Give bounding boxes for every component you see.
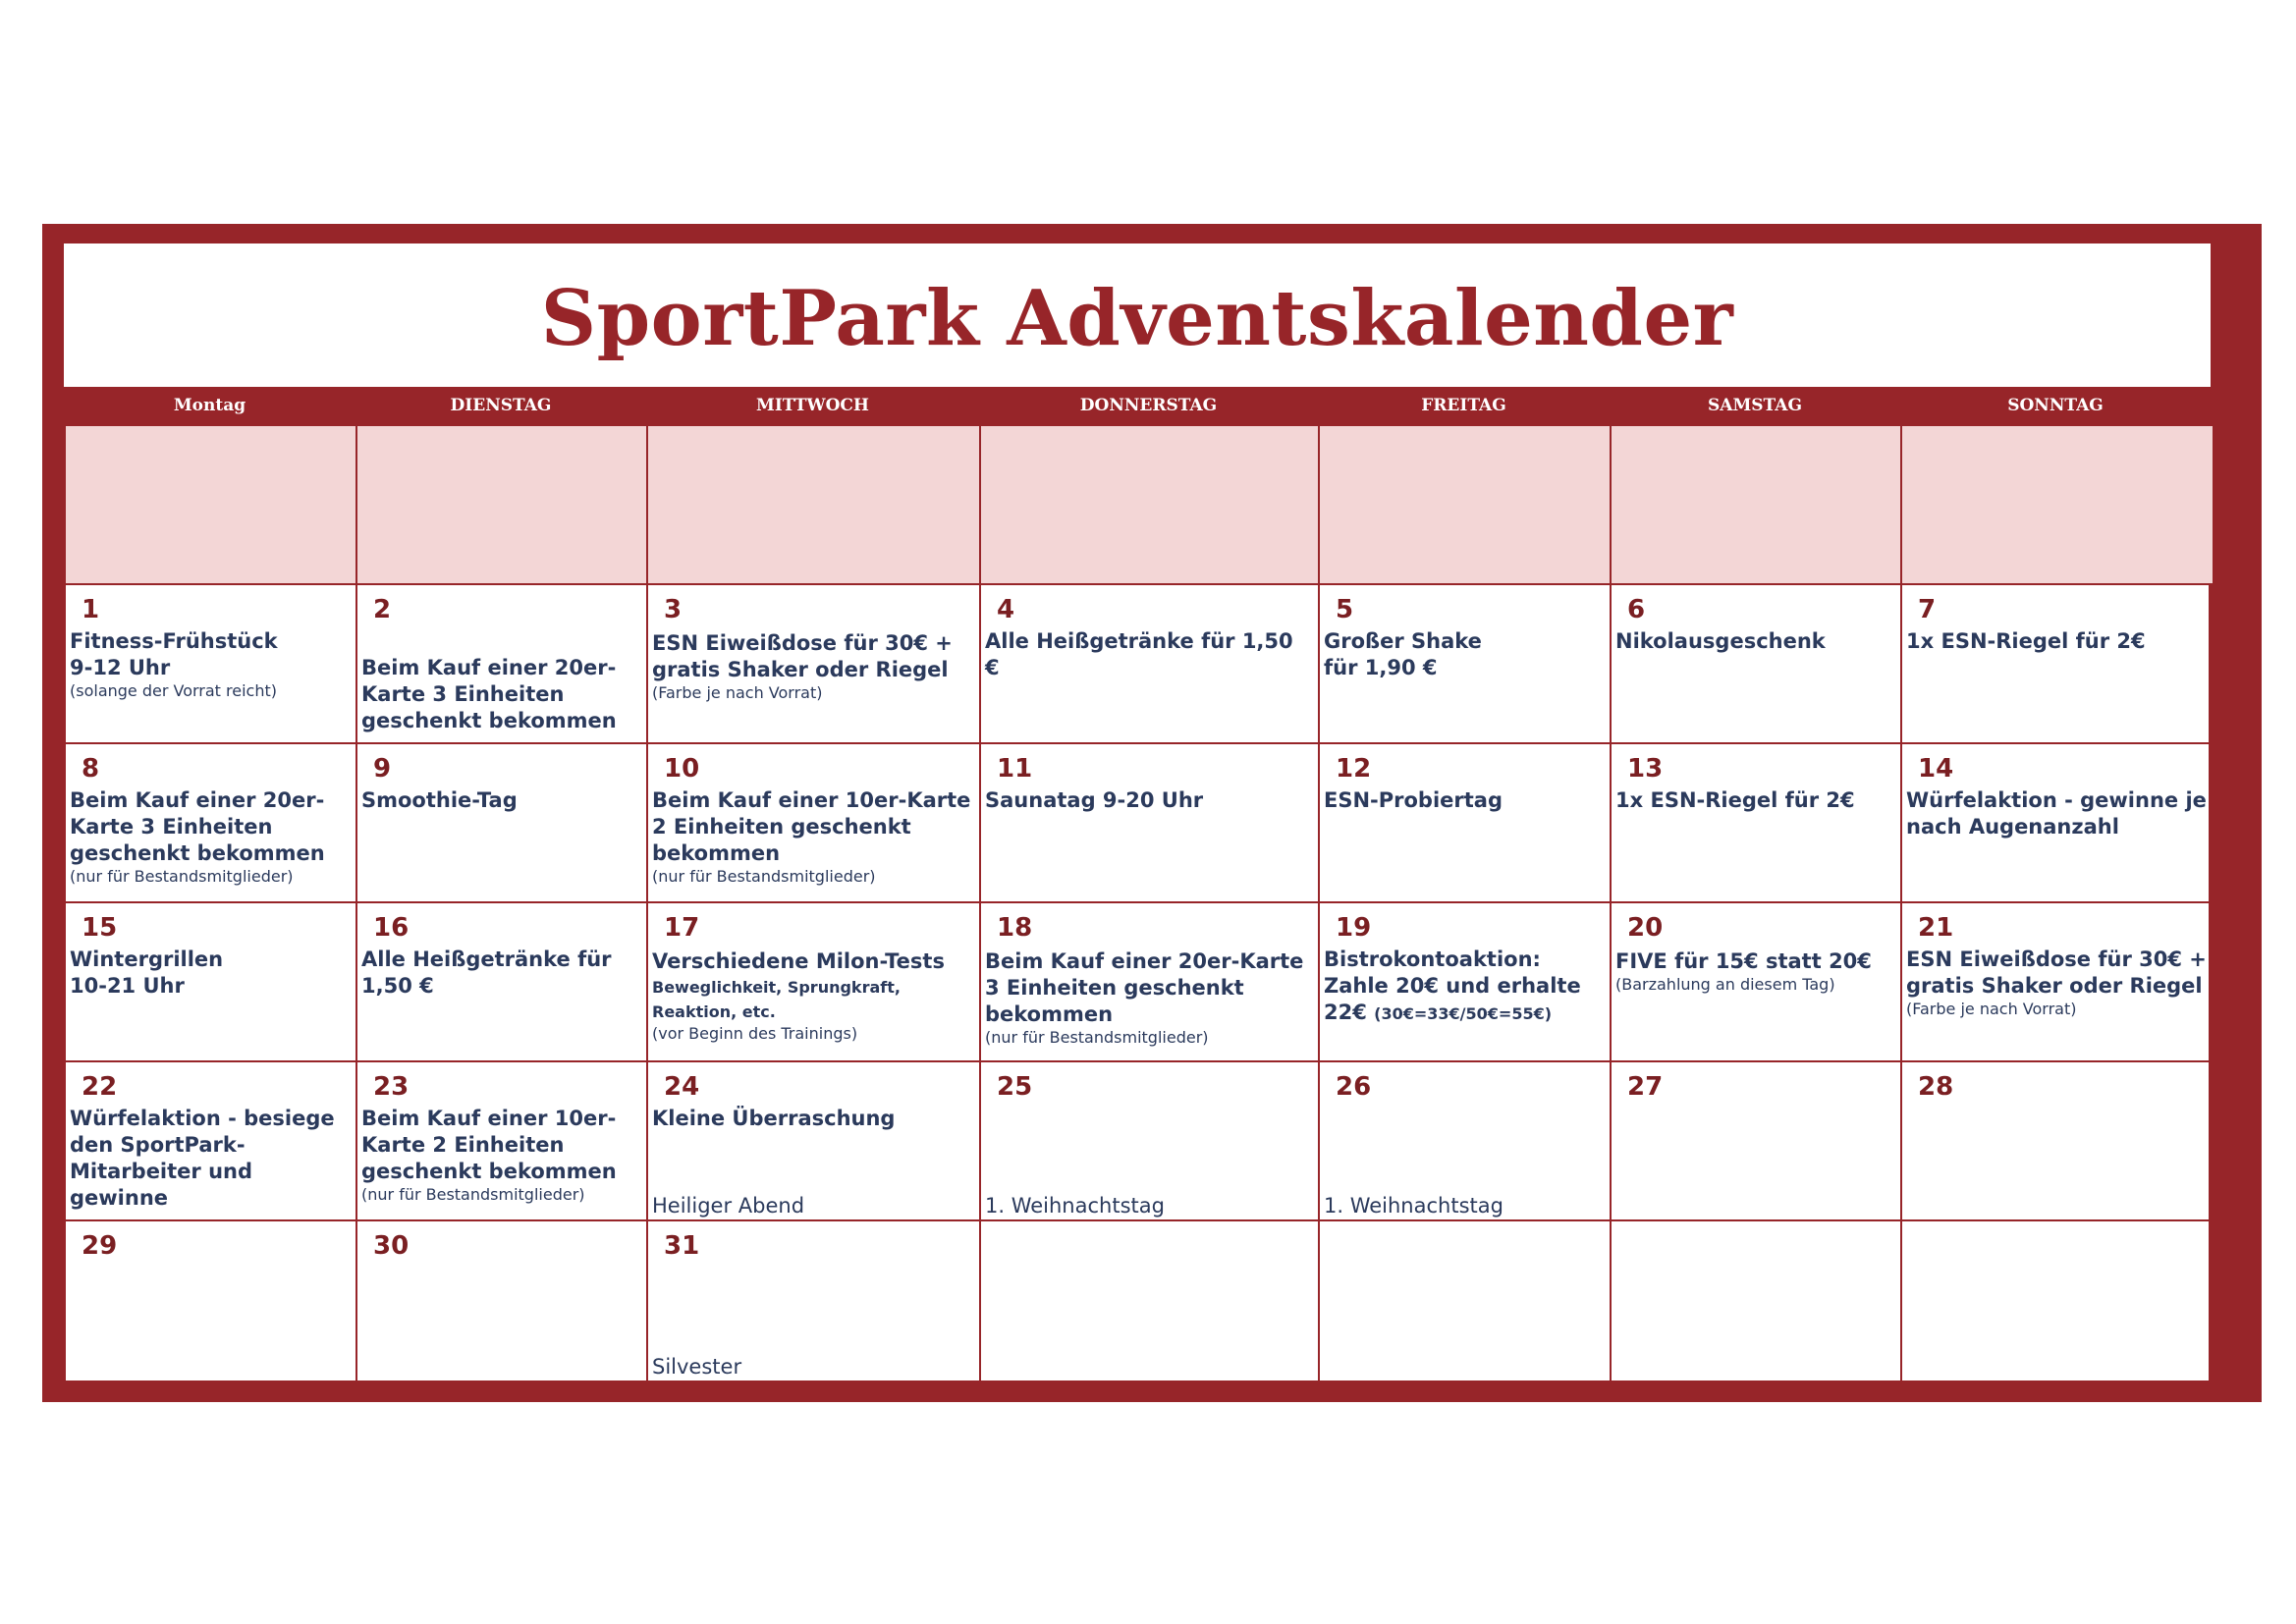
day-note: (Farbe je nach Vorrat) (1906, 1000, 2077, 1018)
weekday-wednesday: MITTWOCH (756, 396, 869, 415)
day-cell-1[interactable] (66, 585, 357, 744)
day-offer: Beim Kauf einer 20er-Karte 3 Einheiten geschenkt bekommen (70, 788, 325, 865)
day-number: 20 (1627, 913, 1664, 943)
day-cell-7[interactable] (1902, 585, 2213, 744)
day-cell-30[interactable] (357, 1221, 648, 1380)
day-note: (Barzahlung an diesem Tag) (1615, 975, 1835, 994)
blank-cell (981, 426, 1320, 585)
day-offer: ESN Eiweißdose für 30€ + gratis Shaker oder Riegel (652, 631, 953, 681)
day-offer: Würfelaktion - gewinne je nach Augenanzahl (1906, 788, 2207, 839)
offer-line (1324, 1000, 1606, 1027)
day-offer: FIVE für 15€ statt 20€ (1615, 949, 1872, 973)
blank-cell (1612, 1221, 1902, 1380)
day-cell-8[interactable] (66, 744, 357, 903)
weekday-tuesday: DIENSTAG (450, 396, 552, 415)
day-note: (Farbe je nach Vorrat) (652, 683, 823, 702)
day-note: (solange der Vorrat reicht) (70, 681, 278, 700)
day-cell-4[interactable] (981, 585, 1320, 744)
day-cell-14[interactable] (1902, 744, 2213, 903)
day-offer (1324, 947, 1606, 1027)
blank-cell (66, 426, 357, 585)
day-cell-2[interactable] (357, 585, 648, 744)
day-number: 23 (373, 1072, 410, 1102)
day-offer: ESN-Probiertag (1324, 788, 1503, 812)
day-number: 28 (1918, 1072, 1954, 1102)
weekday-friday: FREITAG (1421, 396, 1506, 415)
blank-cell (648, 426, 981, 585)
day-cell-24[interactable] (648, 1062, 981, 1221)
day-note: (vor Beginn des Trainings) (652, 1024, 858, 1043)
offer-line: Wintergrillen (70, 947, 224, 971)
day-offer: Smoothie-Tag (361, 788, 518, 812)
holiday-label: 1. Weihnachtstag (1324, 1194, 1503, 1218)
day-cell-6[interactable] (1612, 585, 1902, 744)
day-offer: 1x ESN-Riegel für 2€ (1615, 788, 1855, 812)
offer-line: Zahle 20€ und erhalte (1324, 974, 1581, 998)
day-number: 21 (1918, 913, 1954, 943)
day-offer: Beim Kauf einer 10er-Karte 2 Einheiten geschenkt bekommen (652, 788, 971, 865)
day-offer: Großer Shake für 1,90 € (1324, 629, 1482, 679)
day-cell-12[interactable] (1320, 744, 1612, 903)
day-offer (70, 628, 352, 681)
day-offer (70, 947, 352, 1000)
day-number: 12 (1336, 754, 1372, 784)
day-cell-23[interactable] (357, 1062, 648, 1221)
day-cell-22[interactable] (66, 1062, 357, 1221)
day-cell-19[interactable] (1320, 903, 1612, 1062)
day-number: 13 (1627, 754, 1664, 784)
day-number: 19 (1336, 913, 1372, 943)
day-cell-9[interactable] (357, 744, 648, 903)
day-number: 9 (373, 754, 392, 784)
weekday-thursday: DONNERSTAG (1079, 396, 1218, 415)
calendar-frame (42, 224, 2262, 1402)
day-number: 4 (997, 595, 1015, 624)
day-number: 8 (82, 754, 100, 784)
day-number: 6 (1627, 595, 1646, 624)
day-number: 1 (82, 595, 100, 624)
offer-line: Fitness-Frühstück (70, 629, 278, 653)
day-cell-13[interactable] (1612, 744, 1902, 903)
day-cell-10[interactable] (648, 744, 981, 903)
day-number: 22 (82, 1072, 118, 1102)
day-cell-3[interactable] (648, 585, 981, 744)
holiday-label: 1. Weihnachtstag (985, 1194, 1165, 1218)
offer-detail: (30€=33€/50€=55€) (1374, 1004, 1553, 1023)
day-cell-28[interactable] (1902, 1062, 2213, 1221)
title-box (64, 244, 2211, 387)
day-offer: Nikolausgeschenk (1615, 629, 1826, 653)
day-offer: Saunatag 9-20 Uhr (985, 788, 1204, 812)
day-note: (nur für Bestandsmitglieder) (985, 1028, 1209, 1047)
day-cell-16[interactable] (357, 903, 648, 1062)
day-offer: Kleine Überraschung (652, 1107, 896, 1130)
day-note: (nur für Bestandsmitglieder) (70, 867, 294, 886)
day-number: 31 (664, 1231, 700, 1261)
day-number: 11 (997, 754, 1033, 784)
blank-cell (1612, 426, 1902, 585)
day-number: 29 (82, 1231, 118, 1261)
holiday-label: Heiliger Abend (652, 1194, 805, 1218)
day-number: 10 (664, 754, 700, 784)
day-number: 25 (997, 1072, 1033, 1102)
day-number: 5 (1336, 595, 1354, 624)
day-number: 7 (1918, 595, 1937, 624)
day-cell-11[interactable] (981, 744, 1320, 903)
day-cell-5[interactable] (1320, 585, 1612, 744)
day-cell-25[interactable] (981, 1062, 1320, 1221)
weekday-monday: Montag (173, 396, 246, 415)
day-note: (nur für Bestandsmitglieder) (652, 867, 876, 886)
day-number: 16 (373, 913, 410, 943)
day-offer: Alle Heißgetränke für 1,50 € (361, 947, 612, 998)
day-note: (nur für Bestandsmitglieder) (361, 1185, 585, 1204)
day-offer: Alle Heißgetränke für 1,50 € (985, 629, 1293, 679)
day-cell-20[interactable] (1612, 903, 1902, 1062)
blank-cell (1902, 426, 2213, 585)
day-offer: ESN Eiweißdose für 30€ + gratis Shaker oder Riegel (1906, 947, 2207, 998)
day-number: 30 (373, 1231, 410, 1261)
weekday-header (64, 387, 2211, 424)
calendar-title: SportPark Adventskalender (540, 273, 1734, 363)
offer-line: 10-21 Uhr (70, 974, 185, 998)
holiday-label: Silvester (652, 1355, 742, 1379)
weekday-saturday: SAMSTAG (1708, 396, 1802, 415)
day-offer: Beim Kauf einer 10er-Karte 2 Einheiten geschenkt bekommen (361, 1107, 617, 1183)
day-number: 2 (373, 595, 392, 624)
blank-cell (1320, 1221, 1612, 1380)
day-number: 26 (1336, 1072, 1372, 1102)
blank-cell (981, 1221, 1320, 1380)
day-offer: 1x ESN-Riegel für 2€ (1906, 629, 2146, 653)
offer-amount: 22€ (1324, 1001, 1367, 1024)
day-cell-15[interactable] (66, 903, 357, 1062)
day-offer: Würfelaktion - besiege den SportPark-Mitarbeiter und gewinne (70, 1107, 335, 1210)
blank-cell (1902, 1221, 2213, 1380)
day-subnote: Beweglichkeit, Sprungkraft, Reaktion, etc. (652, 978, 901, 1021)
day-number: 15 (82, 913, 118, 943)
day-offer: Verschiedene Milon-Tests (652, 949, 945, 973)
calendar-grid (64, 424, 2211, 1382)
blank-cell (1320, 426, 1612, 585)
day-cell-29[interactable] (66, 1221, 357, 1380)
day-cell-26[interactable] (1320, 1062, 1612, 1221)
weekday-sunday: SONNTAG (2007, 396, 2104, 415)
day-number: 3 (664, 595, 683, 624)
day-cell-18[interactable] (981, 903, 1320, 1062)
day-number: 17 (664, 913, 700, 943)
blank-cell (357, 426, 648, 585)
day-cell-21[interactable] (1902, 903, 2213, 1062)
day-number: 18 (997, 913, 1033, 943)
day-cell-27[interactable] (1612, 1062, 1902, 1221)
day-cell-17[interactable] (648, 903, 981, 1062)
day-number: 24 (664, 1072, 700, 1102)
day-offer: Beim Kauf einer 20er-Karte 3 Einheiten geschenkt bekommen (361, 656, 617, 732)
day-offer: Beim Kauf einer 20er-Karte 3 Einheiten geschenkt bekommen (985, 949, 1304, 1026)
offer-line: 9-12 Uhr (70, 656, 171, 679)
day-cell-31[interactable] (648, 1221, 981, 1380)
offer-line: Bistrokontoaktion: (1324, 947, 1541, 971)
day-number: 14 (1918, 754, 1954, 784)
day-number: 27 (1627, 1072, 1664, 1102)
